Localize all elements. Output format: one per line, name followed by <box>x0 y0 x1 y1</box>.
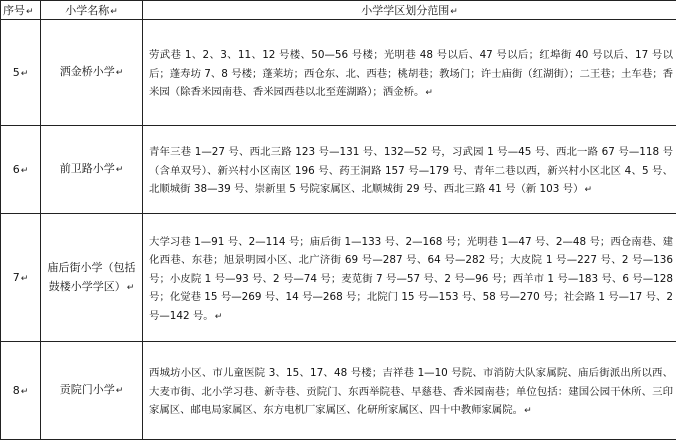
header-name <box>41 1 143 20</box>
paragraph-mark: ↵ <box>425 88 433 98</box>
table-row <box>1 20 676 126</box>
school-name: 贡院门小学 <box>60 383 115 396</box>
paragraph-mark: ↵ <box>21 387 29 397</box>
district-range: 劳武巷 1、2、3、11、12 号楼、50—56 号楼；光明巷 48 号以后、47 号以后；红埠街 40 号以后、17 号以后；蓬寿坊 7、8 号楼；蓬莱坊；西仓东、北、西巷；桃胡巷；教场门；许士庙街（红湖街）；二王巷；土车巷；香米园（除香米园南巷、香米园西巷以北至莲湖路）；洒金桥。 <box>149 49 673 98</box>
row-number: 7 <box>13 271 20 284</box>
header-range-text: 小学学区划分范围 <box>361 4 449 17</box>
school-name: 洒金桥小学 <box>60 65 115 78</box>
header-name-text: 小学名称 <box>65 4 109 17</box>
paragraph-mark: ↵ <box>21 274 29 284</box>
school-name-cell <box>41 214 143 342</box>
district-range-cell <box>143 20 676 126</box>
paragraph-mark: ↵ <box>116 165 124 175</box>
table-row <box>1 126 676 214</box>
row-number: 6 <box>13 163 20 176</box>
row-number: 5 <box>13 66 20 79</box>
row-number-cell <box>1 126 41 214</box>
paragraph-mark: ↵ <box>116 386 124 396</box>
paragraph-mark: ↵ <box>215 312 223 322</box>
school-name: 前卫路小学 <box>60 162 115 175</box>
school-name: 庙后街小学（包括鼓楼小学学区） <box>48 261 136 293</box>
table-row <box>1 214 676 342</box>
paragraph-mark: ↵ <box>524 406 532 416</box>
header-no <box>1 1 41 20</box>
paragraph-mark: ↵ <box>127 283 135 293</box>
district-range: 青年三巷 1—27 号、西北三路 123 号—131 号、132—52 号，习武园 1 号—45 号、西北一路 67 号—118 号（含单双号）、新兴村小区南区 196 号、药王洞路 157 号—179 号、青年二巷以西，新兴村小区北区 4、5 号、北顺城街 38—39 号、崇新里 5 号院家属区、北顺城街 29 号、西北三路 41 号（新 103 号） <box>149 146 673 195</box>
header-row <box>1 1 676 20</box>
paragraph-mark: ↵ <box>21 166 29 176</box>
district-range-cell <box>143 342 676 440</box>
school-name-cell <box>41 20 143 126</box>
header-no-text: 序号 <box>3 4 25 17</box>
district-range: 大学习巷 1—91 号、2—114 号；庙后街 1—133 号、2—168 号；光明巷 1—47 号、2—48 号；西仓南巷、建化西巷、东巷；旭景明园小区、北广济街 69 号—287 号、64 号—282 号；大皮院 1 号—227 号、2 号—136 号；小皮院 1 号—93 号、2 号—74 号；麦苋街 7 号—57 号、2 号—96 号；西羊市 1 号—183 号、6 号—128 号；化觉巷 15 号—269 号、14 号—268 号；北院门 15 号—153 号、58 号—270 号；社会路 1 号—17 号、2 号—142 号。 <box>149 236 673 322</box>
paragraph-mark: ↵ <box>450 7 458 17</box>
paragraph-mark: ↵ <box>110 7 118 17</box>
row-number-cell <box>1 20 41 126</box>
row-number-cell <box>1 342 41 440</box>
school-name-cell <box>41 126 143 214</box>
paragraph-mark: ↵ <box>26 7 34 17</box>
paragraph-mark: ↵ <box>116 68 124 78</box>
header-range <box>143 1 676 20</box>
district-range: 西城坊小区、市儿童医院 3、15、17、48 号楼；吉祥巷 1—10 号院、市消防大队家属院、庙后街派出所以西、大麦市街、北小学习巷、新寺巷、贡院门、东西举院巷、早慈巷、香米园南巷；单位包括：建国公园干休所、三印家属区、邮电局家属区、东方电机厂家属区、化研所家属区、四十中教师家属院。 <box>149 367 673 416</box>
table-row <box>1 342 676 440</box>
paragraph-mark: ↵ <box>21 69 29 79</box>
district-range-cell <box>143 214 676 342</box>
district-range-cell <box>143 126 676 214</box>
row-number-cell <box>1 214 41 342</box>
row-number: 8 <box>13 384 20 397</box>
paragraph-mark: ↵ <box>584 185 592 195</box>
school-name-cell <box>41 342 143 440</box>
